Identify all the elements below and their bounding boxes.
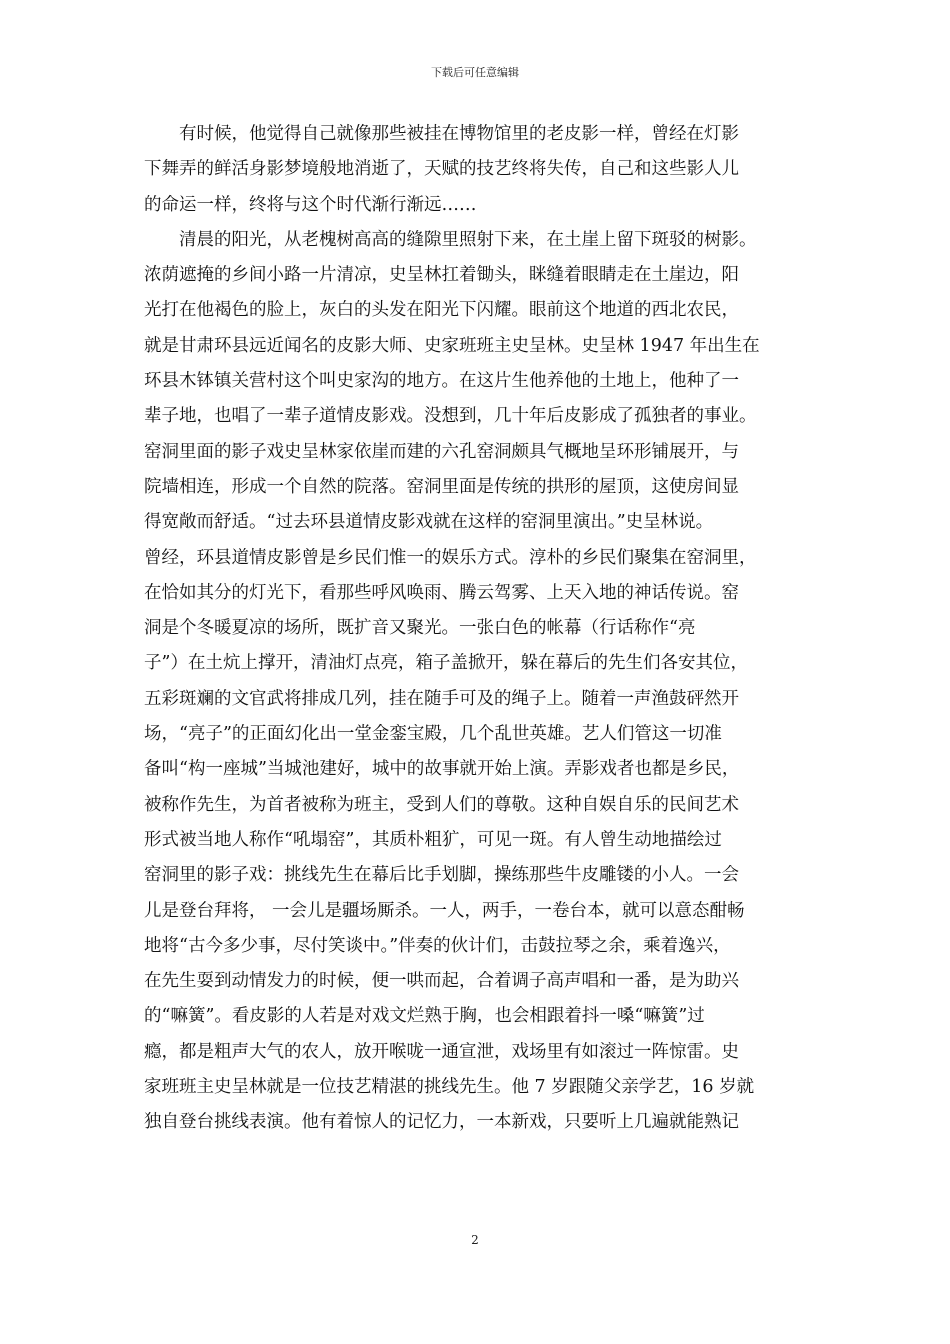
text-line: 的“嘛簧”。看皮影的人若是对戏文烂熟于胸，也会相跟着抖一嗓“嘛簧”过 <box>144 1006 705 1027</box>
text-line: 院墙相连，形成一个自然的院落。窑洞里面是传统的拱形的屋顶，这使房间显 <box>144 476 739 497</box>
text-line: 儿是登台拜将， 一会儿是疆场厮杀。一人，两手，一卷台本，就可以意态酣畅 <box>144 900 745 921</box>
text-line: 洞是个冬暖夏凉的场所，既扩音又聚光。一张白色的帐幕（行话称作“亮 <box>144 618 696 639</box>
text-line: 窑洞里面的影子戏史呈林家依崖而建的六孔窑洞颇具气概地呈环形铺展开，与 <box>144 441 739 462</box>
text-line: 浓荫遮掩的乡间小路一片清凉，史呈林扛着锄头，眯缝着眼睛走在土崖边，阳 <box>144 265 739 286</box>
body-text <box>144 117 808 1141</box>
text-line: 子”）在土炕上撑开，清油灯点亮，箱子盖掀开，躲在幕后的先生们各安其位， <box>144 653 748 674</box>
text-line: 辈子地，也唱了一辈子道情皮影戏。没想到，几十年后皮影成了孤独者的事业。 <box>144 406 757 427</box>
text-line: 瘾，都是粗声大气的农人，放开喉咙一通宣泄，戏场里有如滚过一阵惊雷。史 <box>144 1041 739 1062</box>
text-line: 备叫“构一座城”当城池建好，城中的故事就开始上演。弄影戏者也都是乡民， <box>144 759 740 780</box>
page-number: 2 <box>471 1233 479 1247</box>
text-line: 环县木钵镇关营村这个叫史家沟的地方。在这片生他养他的土地上，他种了一 <box>144 371 739 392</box>
text-line: 被称作先生，为首者被称为班主，受到人们的尊敬。这种自娱自乐的民间艺术 <box>144 794 739 815</box>
text-line: 得宽敞而舒适。“过去环县道情皮影戏就在这样的窑洞里演出。”史呈林说。 <box>144 512 714 533</box>
text-line: 家班班主史呈林就是一位技艺精湛的挑线先生。他 7 岁跟随父亲学艺，16 岁就 <box>144 1077 755 1098</box>
text-line: 光打在他褐色的脸上，灰白的头发在阳光下闪耀。眼前这个地道的西北农民， <box>144 300 739 321</box>
page-header: 下载后可任意编辑 <box>431 66 519 79</box>
text-line: 下舞弄的鲜活身影梦境般地消逝了，天赋的技艺终将失传，自己和这些影人儿 <box>144 159 739 180</box>
text-line: 五彩斑斓的文官武将排成几列，挂在随手可及的绳子上。随着一声渔鼓砰然开 <box>144 688 739 709</box>
text-line: 窑洞里的影子戏：挑线先生在幕后比手划脚，操练那些牛皮雕镂的小人。一会 <box>144 865 739 886</box>
text-line: 就是甘肃环县远近闻名的皮影大师、史家班班主史呈林。史呈林 1947 年出生在 <box>144 335 760 356</box>
text-line: 场，“亮子”的正面幻化出一堂金銮宝殿，几个乱世英雄。艺人们管这一切准 <box>144 724 722 745</box>
text-line: 地将“古今多少事，尽付笑谈中。”伴奏的伙计们，击鼓拉琴之余，乘着逸兴， <box>144 935 731 956</box>
text-line: 曾经，环县道情皮影曾是乡民们惟一的娱乐方式。淳朴的乡民们聚集在窑洞里， <box>144 547 757 568</box>
text-line: 在恰如其分的灯光下，看那些呼风唤雨、腾云驾雾、上天入地的神话传说。窑 <box>144 582 739 603</box>
text-line: 在先生耍到动情发力的时候，便一哄而起，合着调子高声唱和一番，是为助兴 <box>144 971 739 992</box>
text-line: 清晨的阳光，从老槐树高高的缝隙里照射下来，在土崖上留下斑驳的树影。 <box>179 229 757 250</box>
text-line: 有时候，他觉得自己就像那些被挂在博物馆里的老皮影一样，曾经在灯影 <box>179 124 739 144</box>
text-line: 形式被当地人称作“吼塌窑”，其质朴粗犷，可见一斑。有人曾生动地描绘过 <box>144 829 722 850</box>
text-line: 的命运一样，终将与这个时代渐行渐远…… <box>144 194 477 215</box>
text-line: 独自登台挑线表演。他有着惊人的记忆力，一本新戏，只要听上几遍就能熟记 <box>144 1112 739 1133</box>
